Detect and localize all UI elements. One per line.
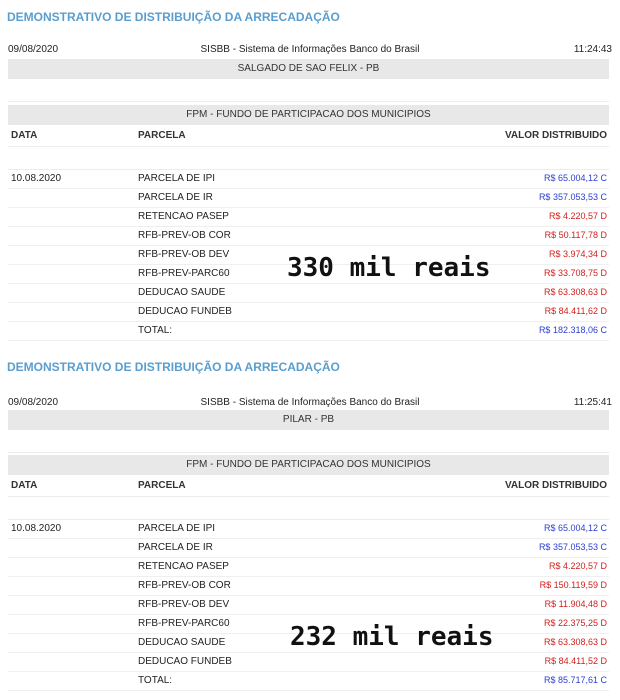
col-header-value: VALOR DISTRIBUIDO <box>504 130 607 141</box>
fund-title-bar: FPM - FUNDO DE PARTICIPACAO DOS MUNICIPIOS <box>8 105 609 125</box>
row-parcel: RFB-PREV-OB DEV <box>138 249 230 260</box>
row-value: R$ 84.411,52 D <box>544 656 607 666</box>
row-parcel: RFB-PREV-PARC60 <box>138 268 230 279</box>
table-spacer <box>8 496 609 520</box>
overlay-annotation: 232 mil reais <box>290 622 494 652</box>
col-header-value: VALOR DISTRIBUIDO <box>504 480 607 491</box>
blank-band <box>8 431 609 453</box>
report-time: 11:24:43 <box>573 44 612 55</box>
row-value: R$ 63.308,63 D <box>543 637 607 647</box>
row-value: R$ 357.053,53 C <box>538 192 607 202</box>
row-value: R$ 33.708,75 D <box>543 268 607 278</box>
row-value: R$ 85.717,61 C <box>543 675 607 685</box>
municipality-bar: PILAR - PB <box>8 410 609 430</box>
row-parcel: PARCELA DE IPI <box>138 523 216 534</box>
row-parcel: DEDUCAO SAUDE <box>138 637 226 648</box>
table-row <box>8 169 609 189</box>
row-date: 10.08.2020 <box>11 523 62 534</box>
table-row <box>8 226 609 246</box>
table-row <box>8 652 609 672</box>
row-value: R$ 150.119,59 D <box>539 580 607 590</box>
report-date: 09/08/2020 <box>8 397 59 408</box>
row-parcel: PARCELA DE IR <box>138 542 213 553</box>
table-row <box>8 302 609 322</box>
report-date: 09/08/2020 <box>8 44 59 55</box>
row-parcel: RFB-PREV-OB COR <box>138 230 231 241</box>
column-headers <box>8 476 609 496</box>
row-parcel: DEDUCAO SAUDE <box>138 287 226 298</box>
table-row <box>8 188 609 208</box>
report-section-2 <box>0 350 620 700</box>
report-meta-line <box>8 42 612 58</box>
table-row <box>8 595 609 615</box>
fund-title-bar: FPM - FUNDO DE PARTICIPACAO DOS MUNICIPIOS <box>8 455 609 475</box>
row-value: R$ 11.904,48 D <box>544 599 607 609</box>
row-date: 10.08.2020 <box>11 173 62 184</box>
report-heading: DEMONSTRATIVO DE DISTRIBUIÇÃO DA ARRECADAÇÃO <box>7 360 340 374</box>
row-parcel: PARCELA DE IPI <box>138 173 216 184</box>
row-parcel: TOTAL: <box>138 675 173 686</box>
table-row <box>8 557 609 577</box>
row-value: R$ 63.308,63 D <box>543 287 607 297</box>
system-name: SISBB - Sistema de Informações Banco do Brasil <box>200 44 420 55</box>
report-time: 11:25:41 <box>573 397 612 408</box>
table-row <box>8 538 609 558</box>
table-row <box>8 576 609 596</box>
row-parcel: RFB-PREV-OB COR <box>138 580 231 591</box>
row-parcel: RETENCAO PASEP <box>138 211 229 222</box>
row-value: R$ 22.375,25 D <box>543 618 607 628</box>
row-value: R$ 357.053,53 C <box>538 542 607 552</box>
row-parcel: DEDUCAO FUNDEB <box>138 656 232 667</box>
overlay-annotation: 330 mil reais <box>287 253 491 283</box>
blank-band <box>8 80 609 102</box>
column-headers <box>8 126 609 146</box>
row-parcel: DEDUCAO FUNDEB <box>138 306 232 317</box>
total-row <box>8 321 609 341</box>
row-value: R$ 182.318,06 C <box>538 325 607 335</box>
row-parcel: TOTAL: <box>138 325 173 336</box>
row-parcel: RETENCAO PASEP <box>138 561 229 572</box>
report-meta-line <box>8 395 612 411</box>
row-value: R$ 65.004,12 C <box>543 173 607 183</box>
table-spacer <box>8 146 609 170</box>
report-heading: DEMONSTRATIVO DE DISTRIBUIÇÃO DA ARRECADAÇÃO <box>7 10 340 24</box>
row-value: R$ 4.220,57 D <box>548 561 607 571</box>
table-row <box>8 519 609 539</box>
col-header-parcel: PARCELA <box>138 130 186 141</box>
col-header-date: DATA <box>11 480 38 491</box>
col-header-parcel: PARCELA <box>138 480 186 491</box>
row-value: R$ 50.117,78 D <box>544 230 607 240</box>
row-parcel: RFB-PREV-PARC60 <box>138 618 230 629</box>
row-value: R$ 4.220,57 D <box>548 211 607 221</box>
row-value: R$ 3.974,34 D <box>548 249 607 259</box>
col-header-date: DATA <box>11 130 38 141</box>
total-row <box>8 671 609 691</box>
row-parcel: RFB-PREV-OB DEV <box>138 599 230 610</box>
row-value: R$ 65.004,12 C <box>543 523 607 533</box>
system-name: SISBB - Sistema de Informações Banco do Brasil <box>200 397 420 408</box>
row-value: R$ 84.411,62 D <box>544 306 607 316</box>
table-row <box>8 283 609 303</box>
municipality-bar: SALGADO DE SAO FELIX - PB <box>8 59 609 79</box>
row-parcel: PARCELA DE IR <box>138 192 213 203</box>
table-row <box>8 207 609 227</box>
